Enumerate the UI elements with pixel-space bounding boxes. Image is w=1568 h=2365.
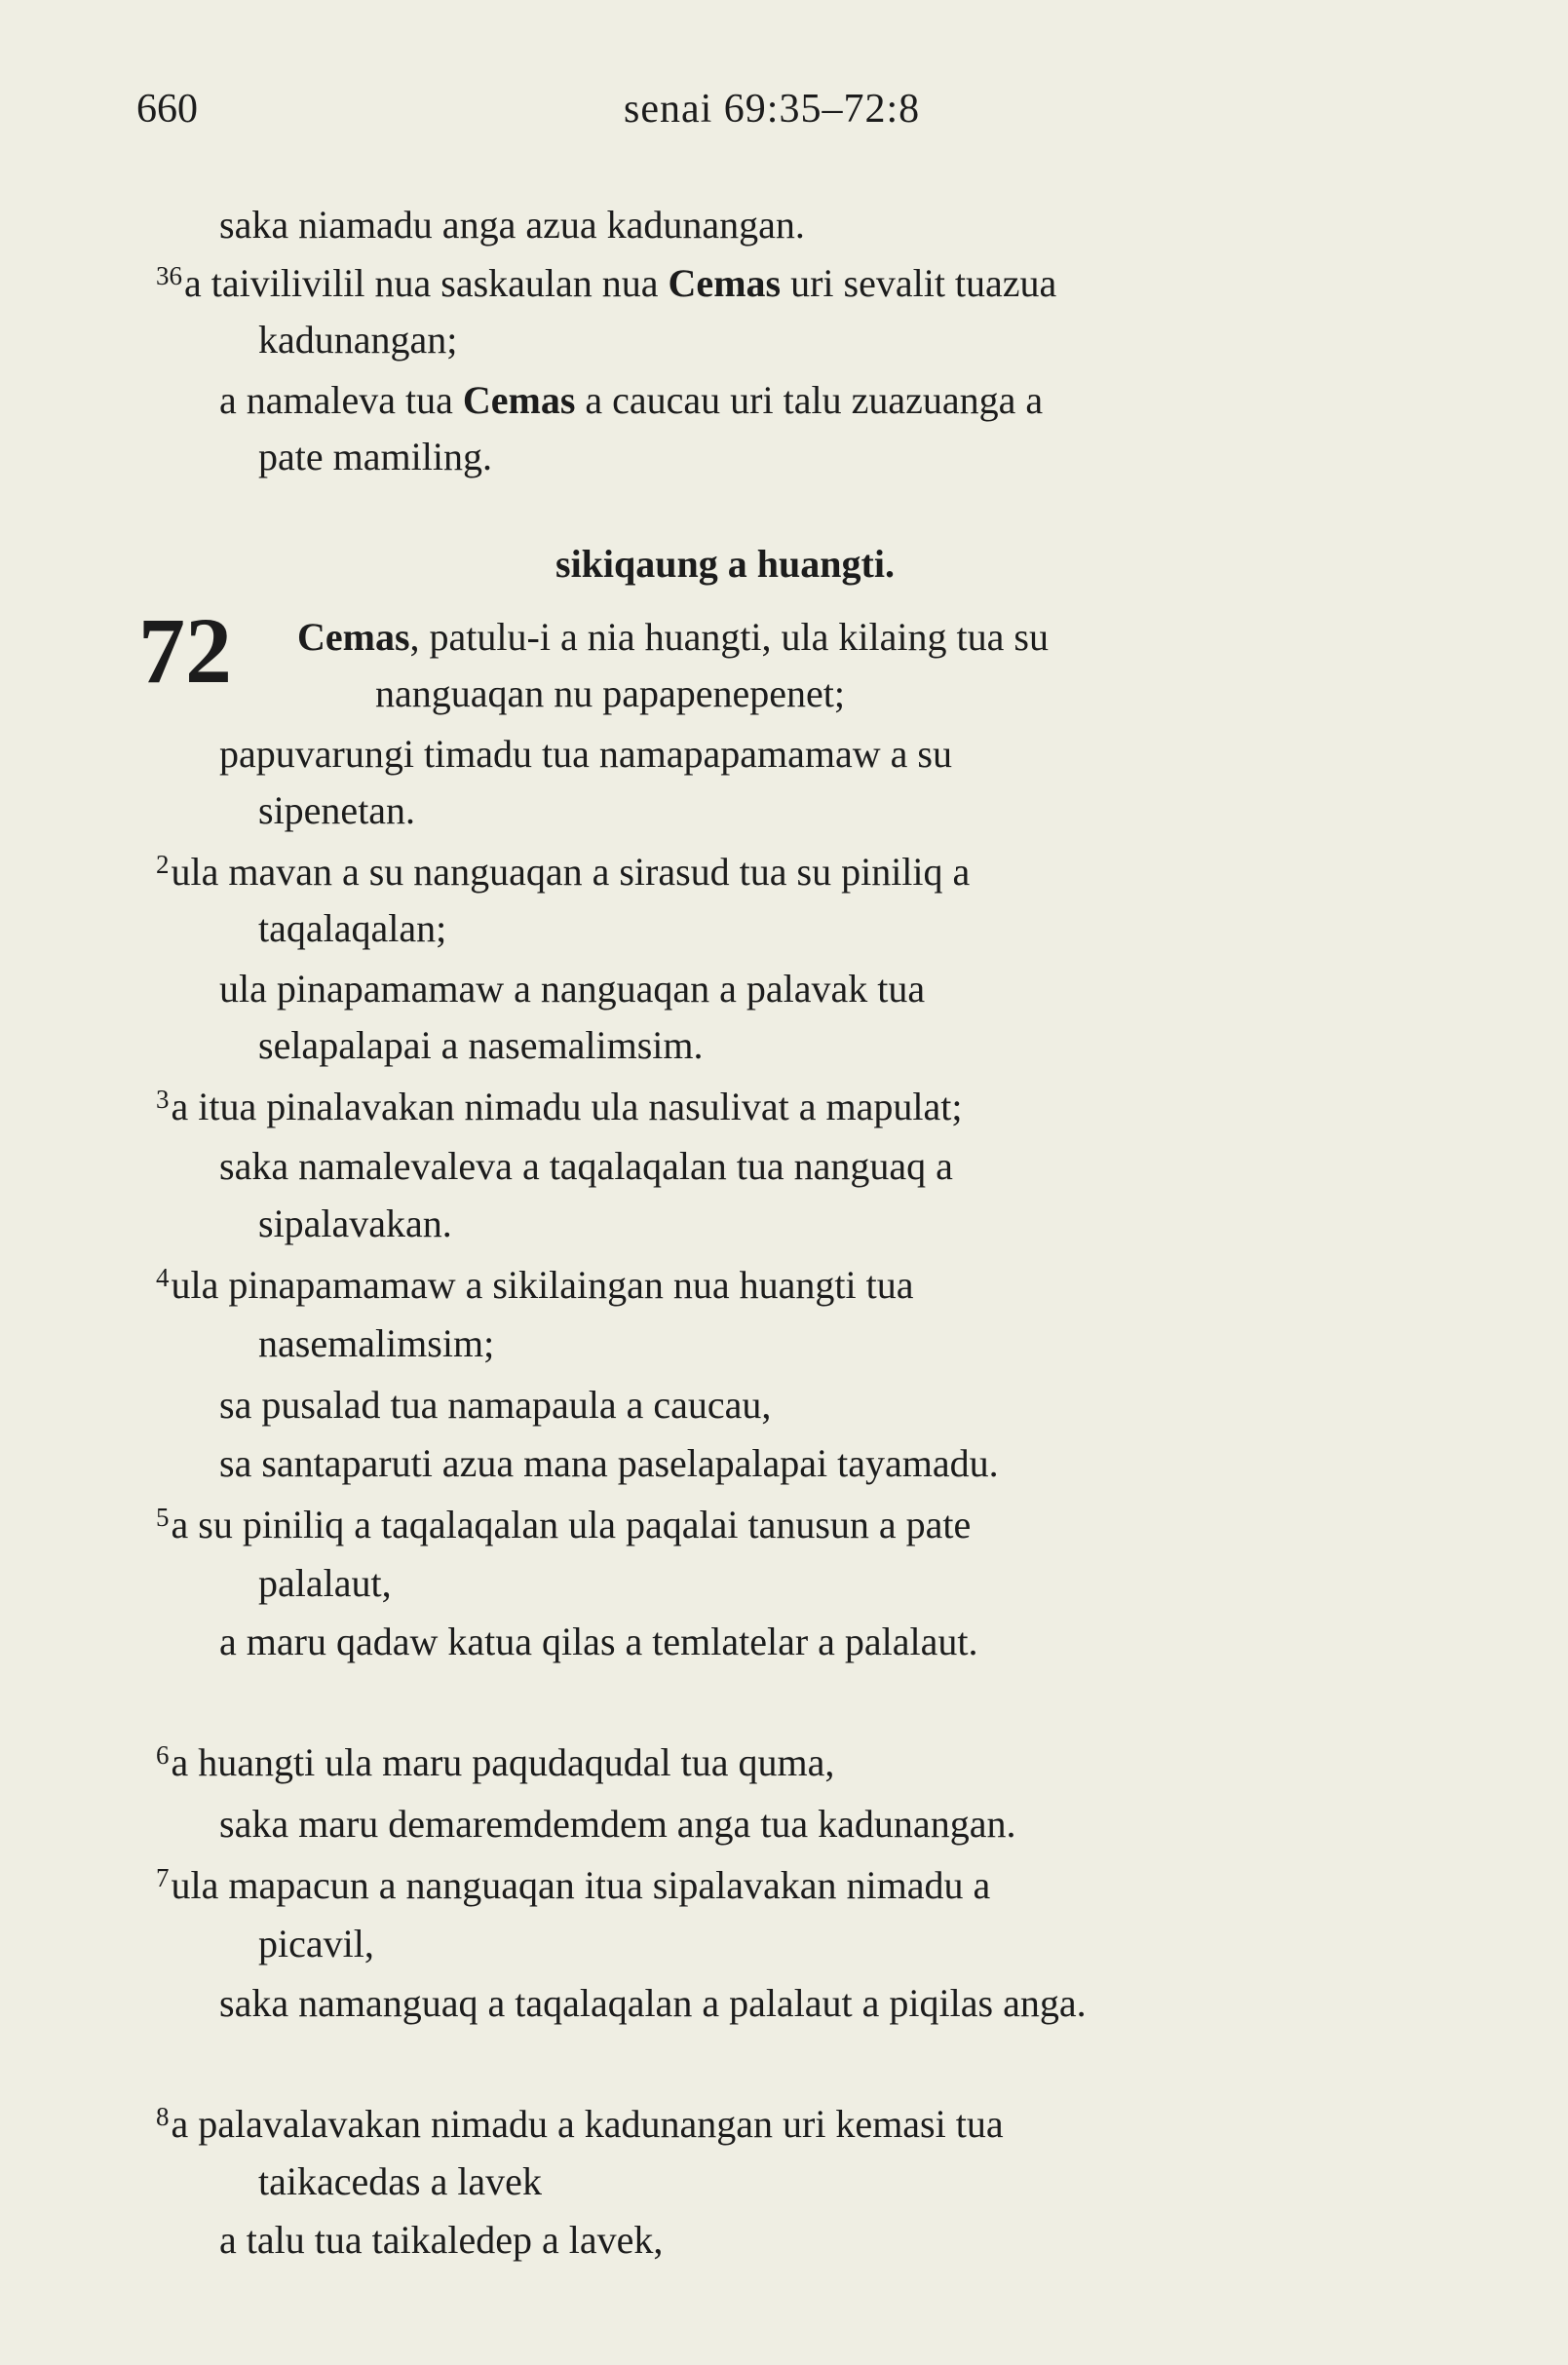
line-text: a taivilivilil nua saskaulan nua [184,261,669,305]
line-text: a talu tua taikaledep a lavek, [219,2218,664,2262]
divine-name: Cemas [297,615,410,659]
line-text: , patulu-i a nia huangti, ula kilaing tua su [409,615,1049,659]
line-text: sipenetan. [258,788,416,832]
section-heading: sikiqaung a huangti. [555,542,895,586]
line-text: sa pusalad tua namapaula a caucau, [219,1383,772,1427]
verse-number: 4 [156,1263,170,1292]
line-text: a huangti ula maru paqudaqudal tua quma, [171,1740,835,1784]
verse-6 [156,1735,834,1795]
text-line [219,1138,953,1195]
text-line [219,1614,978,1670]
line-text: nanguaqan nu papapenepenet; [375,671,846,715]
line-text: a namaleva tua [219,378,463,422]
text-line [258,782,415,839]
divine-name: Cemas [668,261,782,305]
verse-36 [156,255,1056,316]
text-line [219,1796,1015,1852]
verse-8 [156,2096,1004,2156]
line-text: saka niamadu anga azua kadunangan. [219,203,805,247]
text-line [258,1916,374,1972]
line-text: sa santaparuti azua mana paselapalapai tayamadu. [219,1441,999,1485]
line-text: a su piniliq a taqalaqalan ula paqalai tanusun a pate [171,1503,972,1546]
verse-number: 7 [156,1863,170,1892]
text-line [258,312,457,368]
line-text: taikacedas a lavek [258,2159,542,2203]
line-text: papuvarungi timadu tua namapapamamaw a su [219,732,952,776]
verse-5 [156,1497,971,1557]
verse-number: 5 [156,1503,170,1532]
line-text: picavil, [258,1922,374,1965]
text-line [219,1975,1087,2032]
line-text: ula pinapamamaw a sikilaingan nua huangti tua [171,1263,914,1307]
chapter-number: 72 [138,598,232,703]
line-text: a itua pinalavakan nimadu ula nasulivat a mapulat; [171,1085,963,1128]
verse-number: 3 [156,1085,170,1114]
line-text: a maru qadaw katua qilas a temlatelar a palalaut. [219,1620,978,1663]
line-text: saka namanguaq a taqalaqalan a palalaut a piqilas anga. [219,1981,1087,2025]
line-text: ula pinapamamaw a nanguaqan a palavak tua [219,967,926,1011]
text-line [375,666,845,722]
text-line [219,372,1043,429]
verse-number: 8 [156,2102,170,2131]
line-text: kadunangan; [258,318,458,362]
verse-number: 2 [156,850,170,879]
text-line [258,1555,392,1612]
text-line [219,1435,999,1492]
line-text: sipalavakan. [258,1202,452,1245]
verse-number: 6 [156,1740,170,1770]
line-text: palalaut, [258,1561,392,1605]
line-text: saka maru demaremdemdem anga tua kadunangan. [219,1802,1016,1846]
text-line [219,197,805,253]
text-line [297,609,1049,666]
page-number: 660 [136,87,198,132]
text-line [258,1017,704,1074]
text-line [258,1316,494,1372]
text-line [258,2154,542,2210]
line-text: ula mapacun a nanguaqan itua sipalavakan nimadu a [171,1863,991,1907]
verse-7 [156,1857,990,1918]
text-line [258,429,492,485]
text-line [258,1196,452,1252]
line-text: a palavalavakan nimadu a kadunangan uri kemasi tua [171,2102,1004,2146]
line-text: saka namalevaleva a taqalaqalan tua nanguaq a [219,1144,953,1188]
line-text: uri sevalit tuazua [781,261,1057,305]
verse-4 [156,1257,914,1317]
line-text: ula mavan a su nanguaqan a sirasud tua su piniliq a [171,850,971,894]
verse-2 [156,844,970,904]
verse-3 [156,1079,962,1139]
line-text: nasemalimsim; [258,1321,495,1365]
text-line [219,961,925,1017]
text-line [219,2212,663,2269]
divine-name: Cemas [462,378,576,422]
line-text: selapalapai a nasemalimsim. [258,1023,704,1067]
line-text: a caucau uri talu zuazuanga a [575,378,1044,422]
verse-number: 36 [156,261,182,290]
text-line [219,726,952,782]
line-text: pate mamiling. [258,435,492,478]
running-head: senai 69:35–72:8 [624,87,921,132]
text-line [219,1377,771,1433]
page-header [136,86,1403,144]
text-line [258,900,446,957]
line-text: taqalaqalan; [258,906,447,950]
